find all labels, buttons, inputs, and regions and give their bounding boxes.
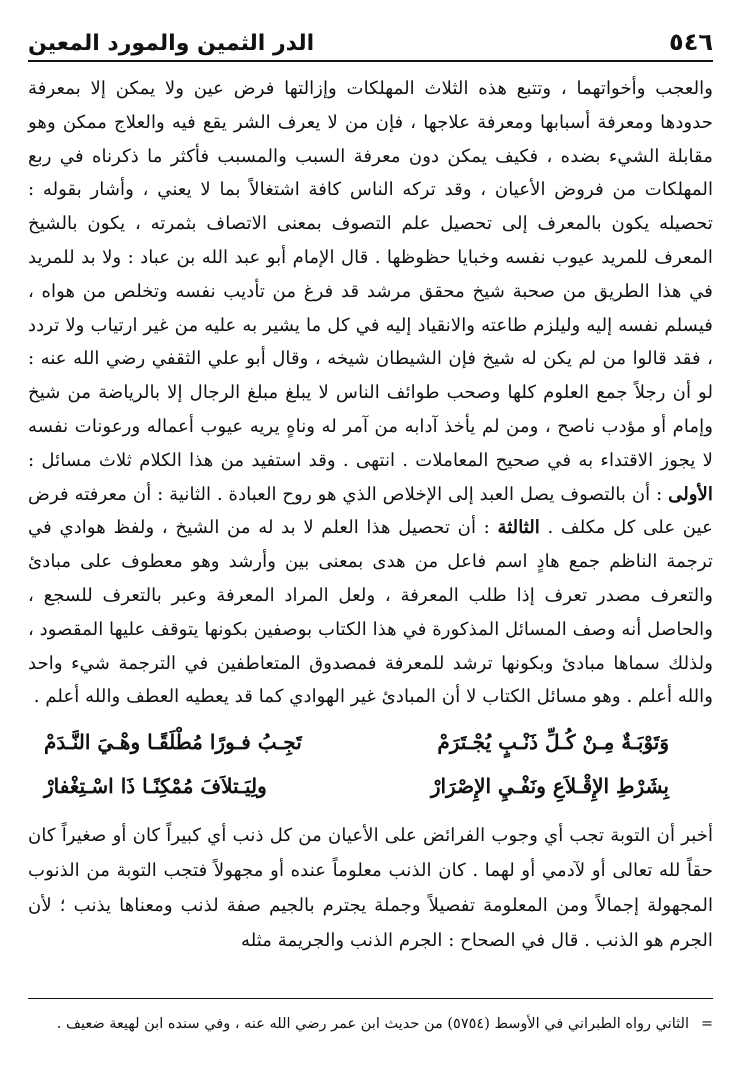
verse-line xyxy=(28,764,713,808)
verse-first-hemistich: وَتَوْبَـةٌ مِـنْ كُـلِّ ذَنْـبٍ يُجْـتَرَمْ xyxy=(437,730,669,755)
issue-third-label: الثالثة xyxy=(497,517,540,539)
paragraph-text: : أن بالتصوف يصل العبد إلى الإخلاص الذي هو روح العبادة . الثانية : أن معرفته فرض عين على كل مكلف . xyxy=(28,483,713,539)
book-page xyxy=(28,20,713,958)
verse-first-hemistich: بِشَرْطِ الإِقْـلاَعِ ونَفْـيِ الإِصْرَارْ xyxy=(430,774,669,799)
main-commentary xyxy=(28,72,713,714)
verse-commentary xyxy=(28,818,713,958)
issue-first-label: الأولى xyxy=(668,483,713,505)
commentary-paragraph: أخبر أن التوبة تجب أي وجوب الفرائض على الأعيان من كل ذنب أي كبيراً كان أو صغيراً كان حقاً لله تعالى أو لآدمي أو لهما . كان الذنب معلوماً عنده أو مجهولاً فتجب التوبة من الذنوب المجهولة إجمالاً ومن المعلومة تفصيلاً وجملة يجترم بالجيم صفة لذنب ومعناها يذنب ؛ لأن الجرم هو الذنب . قال في الصحاح : الجرم الذنب والجريمة مثله xyxy=(28,825,713,952)
verse-line xyxy=(28,720,713,764)
page-header xyxy=(28,20,713,62)
commentary-paragraph xyxy=(28,72,713,714)
poem-verses xyxy=(28,720,713,808)
verse-second-hemistich: تَجِـبُ فـورًا مُطْلَقًـا وهْـيَ النَّـدَمْ xyxy=(44,730,302,755)
running-title: الدر الثمين والمورد المعين xyxy=(28,31,315,56)
paragraph-text: : أن تحصيل هذا العلم لا بد له من الشيخ ، ولفظ هوادي في ترجمة الناظم جمع هادٍ اسم فاعل من هدى بمعنى بين وأرشد وهو معطوف على مبادئ والتعرف مصدر تعرف إذا طلب المعرفة ، ولعل المراد المعرفة وعبر بالتعرف للسجع ، والحاصل أنه وصف المسائل المذكورة في هذا الكتاب بوصفين بكونها يتوقف عليها المقصود ، ولذلك سماها مبادئ وبكونها ترشد للمعرفة فمصدوق المتعاطفين في الترجمة شيء واحد والله أعلم . وهو مسائل الكتاب لا أن المبادئ غير الهوادي كما قد يعطيه العطف والله أعلم . xyxy=(28,517,713,708)
footnote-divider xyxy=(28,998,713,999)
footnote xyxy=(28,1012,713,1036)
page-number: ٥٤٦ xyxy=(669,28,713,56)
footnote-text: الثاني رواه الطبراني في الأوسط (٥٧٥٤) من حديث ابن عمر رضي الله عنه ، وفي سنده ابن لهيعة ضعيف . xyxy=(56,1016,689,1032)
paragraph-text: والعجب وأخواتهما ، وتتبع هذه الثلاث المهلكات وإزالتها فرض عين ولا يمكن إلا بمعرفة حدودها ومعرفة أسبابها ومعرفة علاجها ، فإن من لا يعرف الشر يقع فيه والعلاج ممكن وهو مقابلة الشيء بضده ، فكيف يمكن دون معرفة السبب والمسبب فأكثر ما ذكرناه في ربع المهلكات من فروض الأعيان ، وقد تركه الناس كافة اشتغالاً بما لا يعني ، وأشار بقوله : تحصيله يكون بالمعرف إلى تحصيل علم التصوف بمعنى الاتصاف بثمرته ، يكون بالشيخ المعرف للمريد عيوب نفسه وخبايا حظوظها . قال الإمام أبو عبد الله بن عباد : ولا بد للمريد في هذا الطريق من صحبة شيخ محقق مرشد قد فرغ من تأديب نفسه وتخلص من هواه ، فيسلم نفسه إليه وليلزم طاعته والانقياد إليه في كل ما يشير به عليه من غير ارتياب ولا تردد ، فقد قالوا من لم يكن له شيخ فإن الشيطان شيخه ، وقال أبو علي الثقفي رضي الله عنه : لو أن رجلاً جمع العلوم كلها وصحب طوائف الناس لا يبلغ مبلغ الرجال إلا بالرياضة من شيخ وإمام أو مؤدب ناصح ، ومن لم يأخذ آدابه من آمر له وناهٍ يريه عيوب أعماله ورعونات نفسه لا يجوز الاقتداء به في صحيح المعاملات . انتهى . وقد استفيد من هذا الكلام ثلاث مسائل : xyxy=(28,78,713,471)
footnote-continuation-marker: = xyxy=(700,1016,713,1032)
verse-second-hemistich: ولِيَـتلاَفَ مُمْكِنًـا ذَا اسْـتِغْفارْ xyxy=(44,774,267,799)
